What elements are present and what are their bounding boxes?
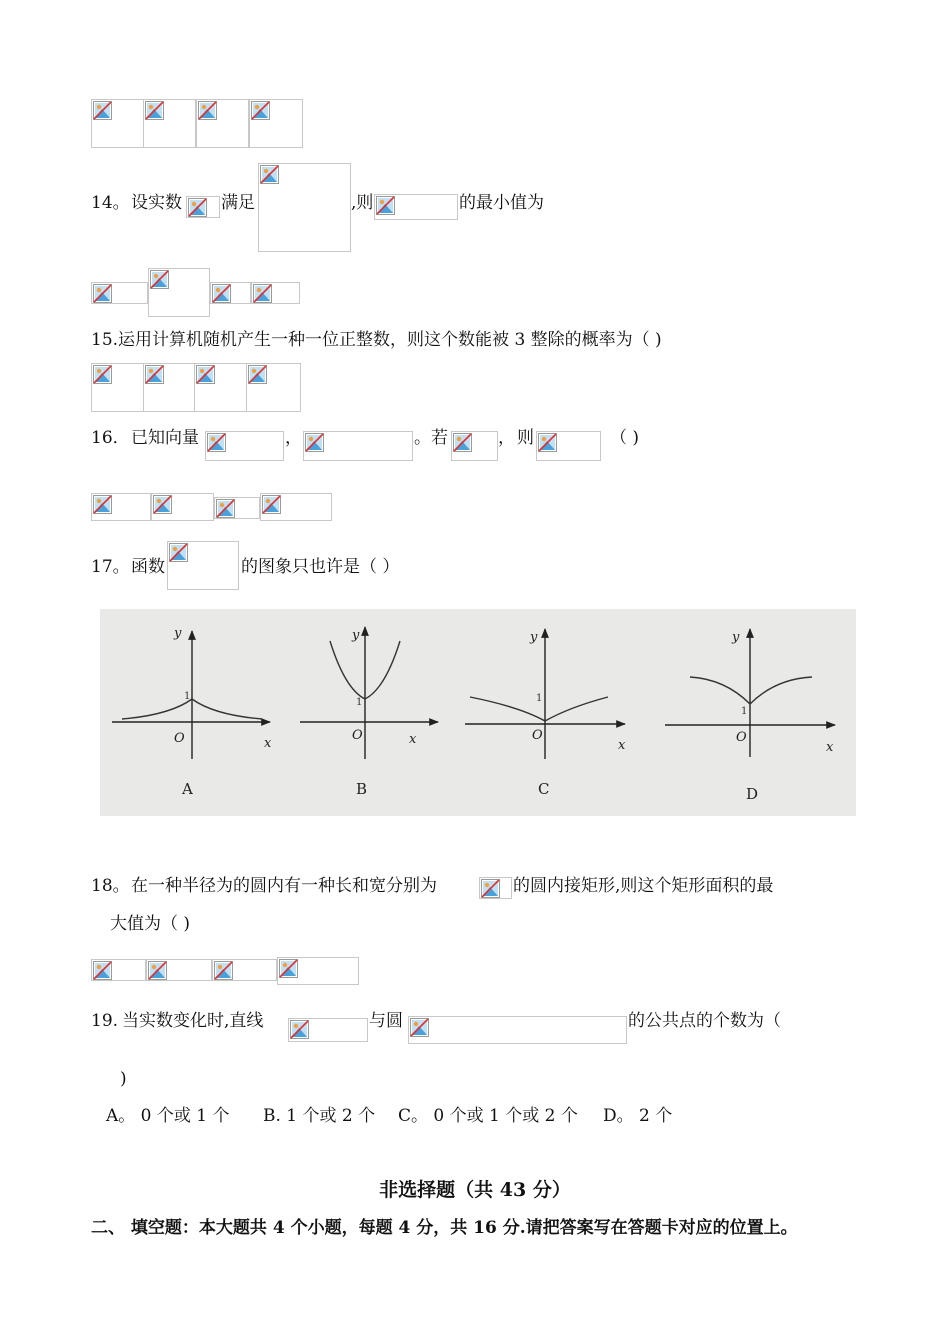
formula-image xyxy=(374,194,458,220)
q16-text-5: 则 xyxy=(517,428,534,448)
graph-a-origin: O xyxy=(174,731,185,746)
graph-d-origin: O xyxy=(736,730,747,745)
formula-image xyxy=(408,1016,627,1044)
q19-number: 19. xyxy=(91,1011,119,1031)
broken-image-icon xyxy=(262,495,281,514)
graph-c-caption: C xyxy=(538,780,550,798)
graph-a xyxy=(112,626,272,798)
graph-d-caption: D xyxy=(746,785,759,803)
option-image xyxy=(210,282,251,304)
q17-number: 17。 xyxy=(91,557,130,577)
q16-text-4: ， xyxy=(498,428,515,448)
q15-text: 15.运用计算机随机产生一种一位正整数，则这个数能被 3 整除的概率为（ ) xyxy=(91,330,662,350)
broken-image-icon xyxy=(169,543,188,562)
formula-image xyxy=(205,431,284,461)
formula-image xyxy=(451,431,498,461)
graph-b-one: 1 xyxy=(356,697,363,708)
option-image xyxy=(194,363,247,412)
q19-option-b: B. 1 个或 2 个 xyxy=(263,1106,376,1126)
graph-a-one: 1 xyxy=(184,691,191,702)
broken-image-icon xyxy=(253,284,272,303)
broken-image-icon xyxy=(93,495,112,514)
option-image xyxy=(151,493,214,521)
formula-image xyxy=(536,431,601,461)
q14-text-2: 满足 xyxy=(221,193,255,213)
graph-c-origin: O xyxy=(532,728,543,743)
broken-image-icon xyxy=(216,499,235,518)
graph-c-y-label: y xyxy=(530,630,538,645)
q19-text-2: 与圆 xyxy=(369,1011,403,1031)
q17-text-2: 的图象只也许是（ ） xyxy=(241,557,400,577)
broken-image-icon xyxy=(148,961,167,980)
q18-number: 18。 xyxy=(91,876,130,896)
q17-text-1: 函数 xyxy=(131,557,165,577)
broken-image-icon xyxy=(410,1018,429,1037)
option-image xyxy=(91,959,146,981)
q19-text-3: 的公共点的个数为（ xyxy=(628,1011,781,1031)
option-image xyxy=(143,99,196,148)
graph-c xyxy=(465,629,626,798)
graph-c-x-label: x xyxy=(618,738,626,753)
q16-text-2: ， xyxy=(285,428,302,448)
broken-image-icon xyxy=(214,961,233,980)
graph-b-caption: B xyxy=(356,780,368,798)
option-image xyxy=(251,282,300,304)
graph-b-x-label: x xyxy=(409,732,417,747)
q14-text-3: ,则 xyxy=(351,193,374,213)
q14-number: 14。 xyxy=(91,193,130,213)
q19-line-2: ) xyxy=(120,1069,127,1089)
section-title: 非选择题（共 43 分） xyxy=(379,1179,571,1201)
broken-image-icon xyxy=(145,101,164,120)
broken-image-icon xyxy=(260,165,279,184)
option-image xyxy=(214,497,260,519)
option-image xyxy=(91,493,151,521)
option-image xyxy=(91,363,144,412)
broken-image-icon xyxy=(153,495,172,514)
q14-text-1: 设实数 xyxy=(131,193,182,213)
formula-image xyxy=(258,163,351,252)
q18-text-1: 在一种半径为的圆内有一种长和宽分别为 xyxy=(131,876,437,896)
broken-image-icon xyxy=(538,433,557,452)
broken-image-icon xyxy=(93,961,112,980)
broken-image-icon xyxy=(145,365,164,384)
formula-image xyxy=(479,877,512,899)
option-image xyxy=(196,99,249,148)
broken-image-icon xyxy=(150,270,169,289)
broken-image-icon xyxy=(188,198,207,217)
graph-a-caption: A xyxy=(182,780,193,798)
broken-image-icon xyxy=(196,365,215,384)
formula-image xyxy=(186,196,220,218)
section-heading: 二、 填空题：本大题共 4 个小题，每题 4 分，共 16 分.请把答案写在答题卡对应的位置上。 xyxy=(91,1218,798,1238)
broken-image-icon xyxy=(93,101,112,120)
option-image xyxy=(246,363,301,412)
graph-b-y-label: y xyxy=(352,628,360,643)
graph-a-y-label: y xyxy=(174,626,182,641)
broken-image-icon xyxy=(251,101,270,120)
option-image xyxy=(91,99,144,148)
broken-image-icon xyxy=(198,101,217,120)
broken-image-icon xyxy=(305,433,324,452)
q19-option-a: A。 0 个或 1 个 xyxy=(106,1106,230,1126)
graph-d xyxy=(665,629,835,803)
graph-c-one: 1 xyxy=(536,693,543,704)
q18-text-2: 的圆内接矩形,则这个矩形面积的最 xyxy=(513,876,774,896)
graph-b xyxy=(300,627,438,798)
formula-image xyxy=(288,1018,368,1042)
broken-image-icon xyxy=(212,284,231,303)
q16-text-1: 已知向量 xyxy=(131,428,199,448)
q16-number: 16． xyxy=(91,428,130,448)
q19-option-d: D。 2 个 xyxy=(603,1106,673,1126)
option-image xyxy=(91,282,148,304)
broken-image-icon xyxy=(290,1020,309,1039)
q18-line-2: 大值为（ ) xyxy=(110,914,191,934)
formula-image xyxy=(167,541,239,590)
q16-text-6: （ ) xyxy=(610,428,640,448)
option-image xyxy=(146,959,212,981)
option-image xyxy=(148,268,210,317)
option-image xyxy=(143,363,195,412)
option-image xyxy=(277,957,359,985)
graph-d-one: 1 xyxy=(741,706,748,717)
option-image xyxy=(249,99,303,148)
function-graphs-figure xyxy=(100,609,856,816)
graph-b-origin: O xyxy=(352,728,363,743)
broken-image-icon xyxy=(376,196,395,215)
broken-image-icon xyxy=(93,365,112,384)
graph-a-x-label: x xyxy=(264,736,272,751)
option-image xyxy=(260,493,332,521)
formula-image xyxy=(303,431,413,461)
broken-image-icon xyxy=(453,433,472,452)
q14-text-4: 的最小值为 xyxy=(459,193,544,213)
q19-text-1: 当实数变化时,直线 xyxy=(122,1011,264,1031)
q19-option-c: C。 0 个或 1 个或 2 个 xyxy=(398,1106,578,1126)
broken-image-icon xyxy=(207,433,226,452)
broken-image-icon xyxy=(279,959,298,978)
option-image xyxy=(212,959,277,981)
broken-image-icon xyxy=(93,284,112,303)
q16-text-3: 。若 xyxy=(414,428,448,448)
graph-d-x-label: x xyxy=(826,740,834,755)
graph-d-y-label: y xyxy=(732,630,740,645)
broken-image-icon xyxy=(248,365,267,384)
broken-image-icon xyxy=(481,879,500,898)
